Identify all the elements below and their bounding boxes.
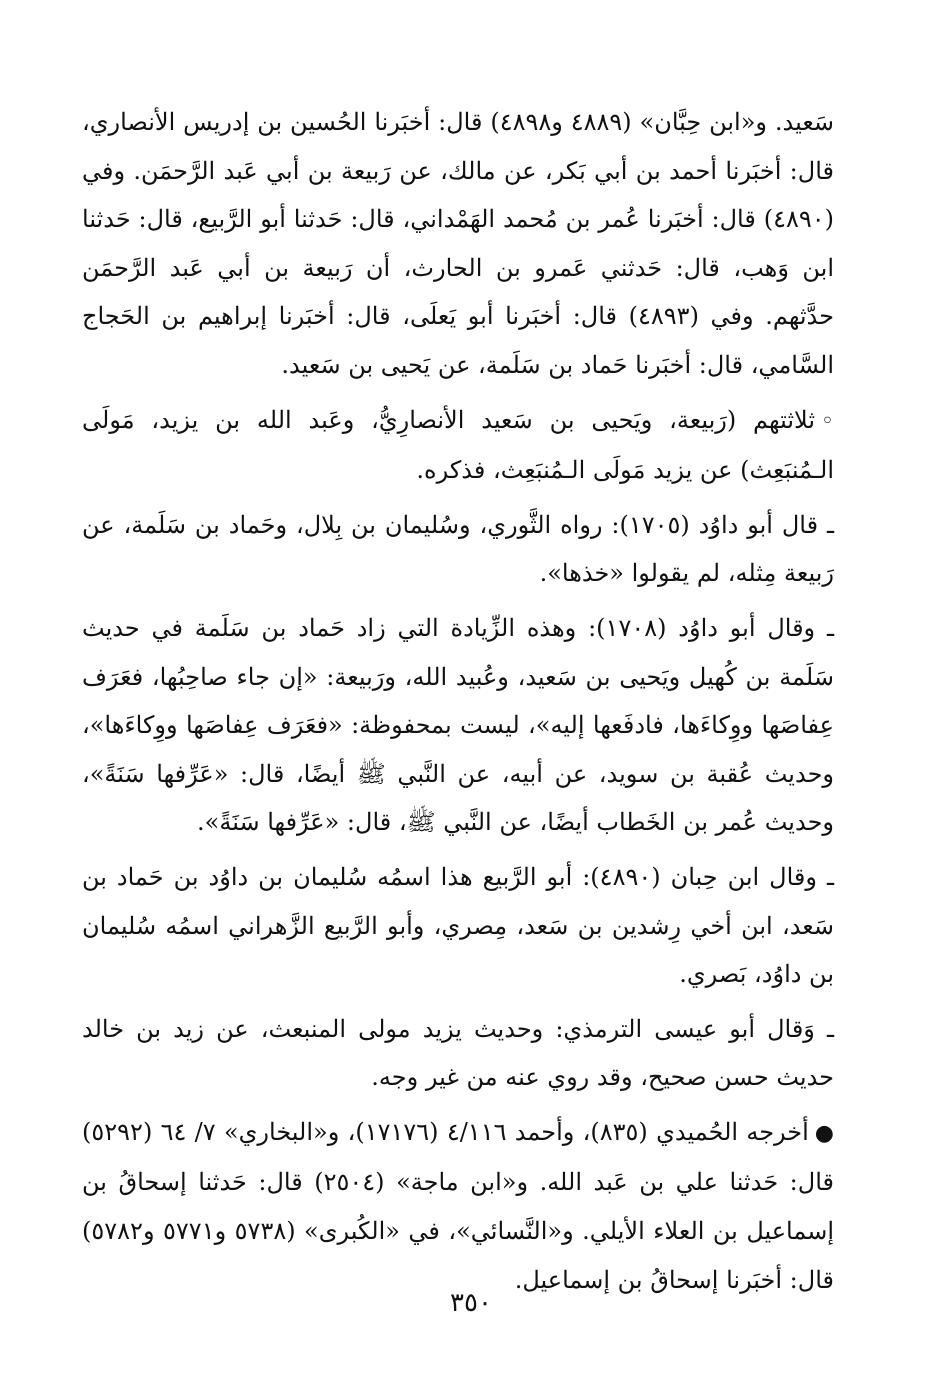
paragraph-abu-dawud-1705: ـ قال أبو داوُد (١٧٠٥): رواه الثَّوري، وسُليمان بن بِلال، وحَماد بن سَلَمة، عن رَبيعة مِثله، لم يقولوا «خذها».: [82, 510, 834, 588]
paragraph-takhrij-humaydi-text: أخرجه الحُميدي (٨٣٥)، وأحمد ٤/١١٦ (١٧١٧٦)، و«البخاري» ٧/ ٦٤ (٥٢٩٢) قال: حَدثنا علي بن عَبد الله. و«ابن ماجة» (٢٥٠٤) قال: حَدثنا إسحاقُ بن إسماعيل بن العلاء الأيلي. و«النَّسائي»، في «الكُبرى» (٥٧٣٨ و٥٧٧١ و٥٧٨٢) قال: أخبَرنا إسحاقُ بن إسماعيل.: [82, 1117, 835, 1294]
paragraph-takhrij-continued: سَعيد. و«ابن حِبَّان» (٤٨٨٩ و٤٨٩٨) قال: أخبَرنا الحُسين بن إدريس الأنصاري، قال: أخبَرنا أحمد بن أبي بَكر، عن مالك، عن رَبيعة بن أبي عَبد الرَّحمَن. وفي (٤٨٩٠) قال: أخبَرنا عُمر بن مُحمد الهَمْداني، قال: حَدثنا أبو الرَّبيع، قال: حَدثنا ابن وَهب، قال: حَدثني عَمرو بن الحارث، أن رَبيعة بن أبي عَبد الرَّحمَن حدَّثهم. وفي (٤٨٩٣) قال: أخبَرنا أبو يَعلَى، قال: أخبَرنا إبراهيم بن الحَجاج السَّامي، قال: أخبَرنا حَماد بن سَلَمة، عن يَحيى بن سَعيد.: [82, 108, 835, 379]
small-bullet-icon: ◦: [821, 408, 834, 434]
document-page: [82, 98, 834, 1304]
paragraph-chain-summary-text: ثلاثتهم (رَبيعة، ويَحيى بن سَعيد الأنصارِيُّ، وعَبد الله بن يزيد، مَولَى الـمُنبَعِث) عن يزيد مَولَى الـمُنبَعِث، فذكره.: [82, 405, 834, 485]
paragraph-takhrij-humaydi: [82, 1108, 834, 1304]
paragraph-tirmidhi: ـ وَقال أبو عيسى الترمذي: وحديث يزيد مولى المنبعث، عن زيد بن خالد حديث حسن صحيح، وقد روي عنه من غير وجه.: [82, 1014, 834, 1092]
paragraph-abu-dawud-1708: ـ وقال أبو داوُد (١٧٠٨): وهذه الزِّيادة التي زاد حَماد بن سَلَمة في حديث سَلَمة بن كُهيل ويَحيى بن سَعيد، وعُبيد الله، ورَبيعة: «إن جاء صاحِبُها، فعَرَف عِفاصَها ووِكاءَها، فادفَعها إليه»، ليست بمحفوظة: «فعَرَف عِفاصَها ووِكاءَها»، وحديث عُقبة بن سويد، عن أبيه، عن النَّبي ﷺ أيضًا، قال: «عَرِّفها سَنَةً»، وحديث عُمر بن الخَطاب أيضًا، عن النَّبي ﷺ، قال: «عَرِّفها سَنَةً».: [82, 613, 834, 837]
paragraph-chain-summary: [82, 396, 834, 495]
page-number: ٣٥٠: [450, 1288, 492, 1318]
large-bullet-icon: ●: [814, 1120, 834, 1146]
paragraph-ibn-hibban-4890: ـ وقال ابن حِبان (٤٨٩٠): أبو الرَّبيع هذا اسمُه سُليمان بن داوُد بن حَماد بن سَعد، ابن أخي رِشدين بن سَعد، مِصري، وأبو الرَّبيع الزَّهراني اسمُه سُليمان بن داوُد، بَصري.: [82, 862, 834, 989]
